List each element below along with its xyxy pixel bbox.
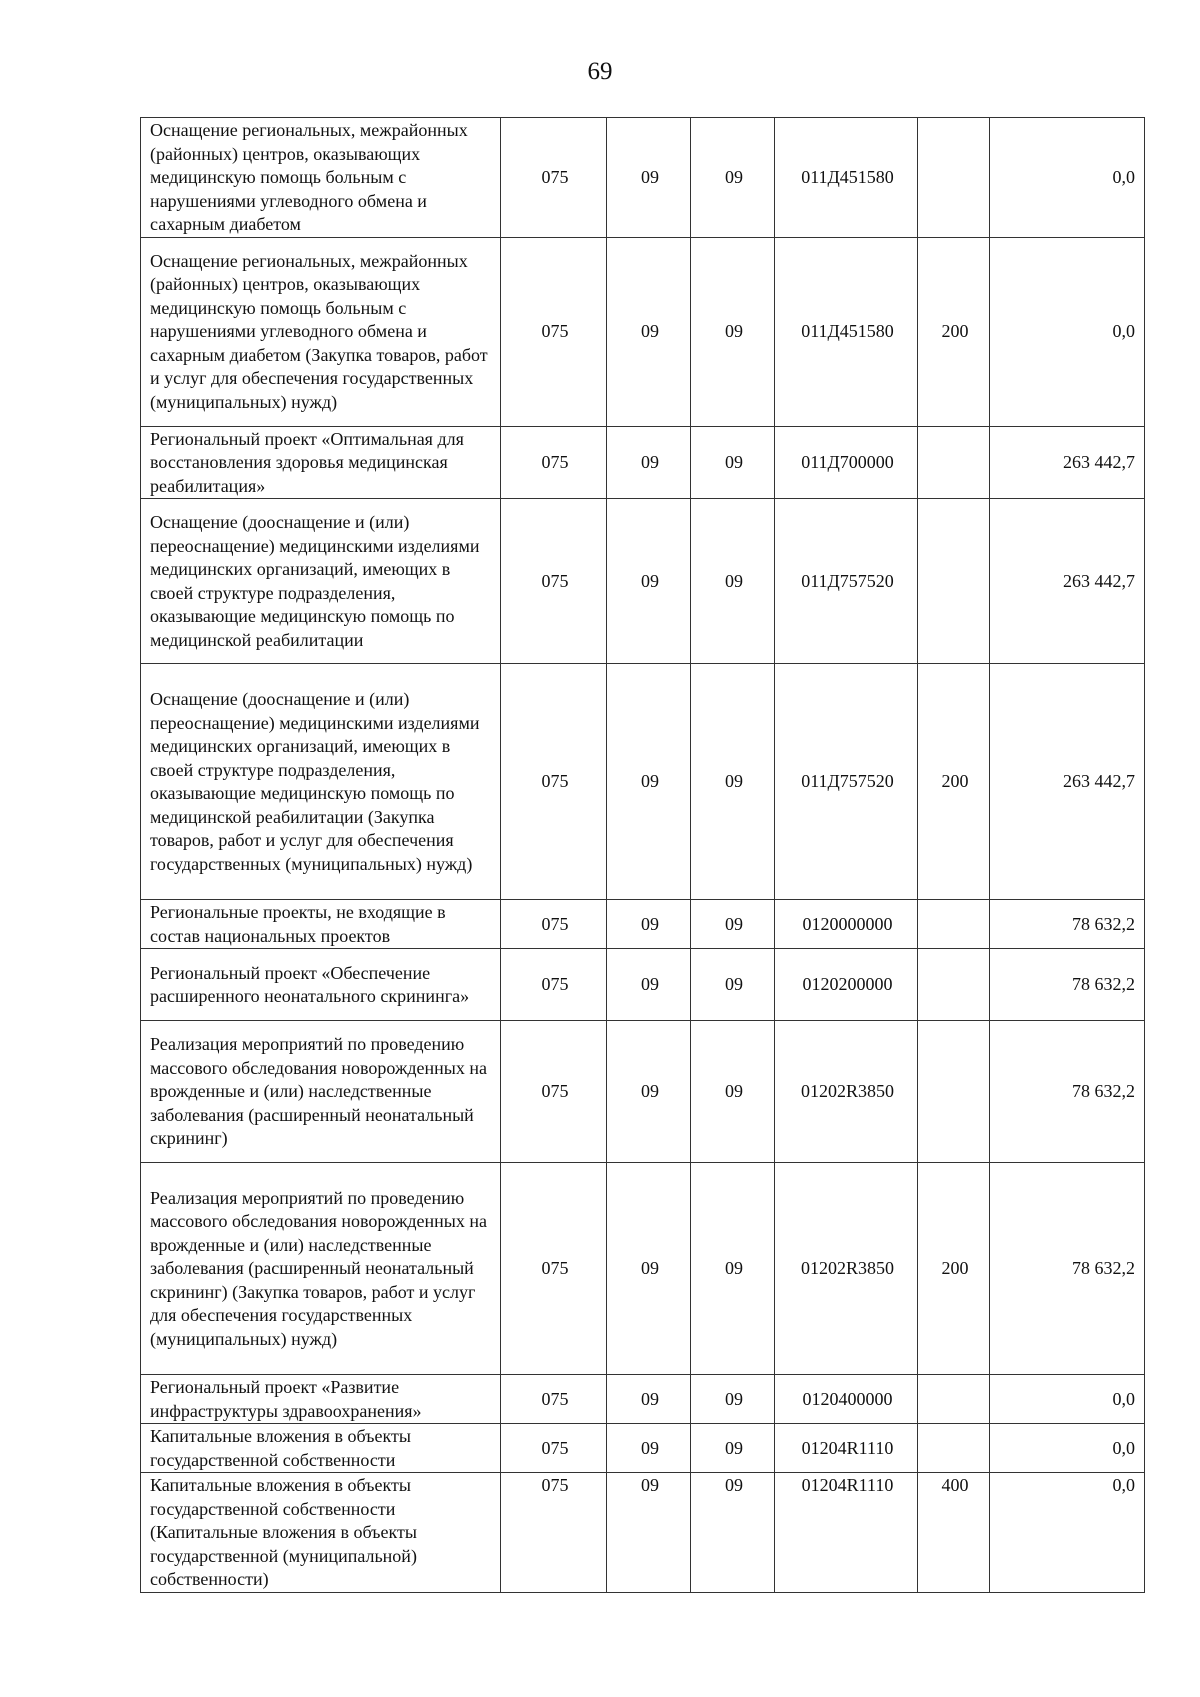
target-article-code: 0120000000 xyxy=(775,900,918,949)
row-name: Оснащение (дооснащение и (или) переоснащение) медицинскими изделиями медицинских организаций, имеющих в своей структуре подразделения, оказывающие медицинскую помощь по медицинской реабилитации (Закупка товаров, работ и услуг для обеспечения государственных (муниципальных) нужд) xyxy=(141,664,501,900)
amount: 78 632,2 xyxy=(990,1163,1145,1375)
amount: 0,0 xyxy=(990,1375,1145,1424)
table-row xyxy=(141,426,1145,499)
ministry-code: 075 xyxy=(501,237,607,426)
row-name: Региональные проекты, не входящие в состав национальных проектов xyxy=(141,900,501,949)
ministry-code: 075 xyxy=(501,1021,607,1163)
row-name: Региональный проект «Развитие инфраструктуры здравоохранения» xyxy=(141,1375,501,1424)
ministry-code: 075 xyxy=(501,118,607,238)
section-code: 09 xyxy=(607,1375,691,1424)
budget-table xyxy=(140,117,1145,1593)
target-article-code: 0120200000 xyxy=(775,949,918,1021)
table-row xyxy=(141,900,1145,949)
table-row xyxy=(141,664,1145,900)
section-code: 09 xyxy=(607,426,691,499)
target-article-code: 011Д451580 xyxy=(775,237,918,426)
row-name: Капитальные вложения в объекты государственной собственности xyxy=(141,1424,501,1473)
table-row xyxy=(141,1424,1145,1473)
subsection-code: 09 xyxy=(691,1473,775,1593)
table-row xyxy=(141,949,1145,1021)
ministry-code: 075 xyxy=(501,900,607,949)
expense-type-code: 200 xyxy=(918,1163,990,1375)
subsection-code: 09 xyxy=(691,1021,775,1163)
expense-type-code: 200 xyxy=(918,664,990,900)
table-row xyxy=(141,1163,1145,1375)
expense-type-code xyxy=(918,949,990,1021)
expense-type-code xyxy=(918,118,990,238)
page-number: 69 xyxy=(587,58,613,85)
target-article-code: 011Д757520 xyxy=(775,664,918,900)
expense-type-code xyxy=(918,426,990,499)
amount: 0,0 xyxy=(990,118,1145,238)
table-row xyxy=(141,1021,1145,1163)
row-name: Оснащение (дооснащение и (или) переоснащение) медицинскими изделиями медицинских организаций, имеющих в своей структуре подразделения, оказывающие медицинскую помощь по медицинской реабилитации xyxy=(141,499,501,664)
amount: 0,0 xyxy=(990,1424,1145,1473)
target-article-code: 01202R3850 xyxy=(775,1163,918,1375)
section-code: 09 xyxy=(607,949,691,1021)
section-code: 09 xyxy=(607,1021,691,1163)
ministry-code: 075 xyxy=(501,1473,607,1593)
row-name: Региональный проект «Оптимальная для восстановления здоровья медицинская реабилитация» xyxy=(141,426,501,499)
ministry-code: 075 xyxy=(501,949,607,1021)
subsection-code: 09 xyxy=(691,118,775,238)
target-article-code: 0120400000 xyxy=(775,1375,918,1424)
amount: 78 632,2 xyxy=(990,1021,1145,1163)
section-code: 09 xyxy=(607,900,691,949)
section-code: 09 xyxy=(607,1163,691,1375)
row-name: Оснащение региональных, межрайонных (районных) центров, оказывающих медицинскую помощь больным с нарушениями углеводного обмена и сахарным диабетом (Закупка товаров, работ и услуг для обеспечения государственных (муниципальных) нужд) xyxy=(141,237,501,426)
ministry-code: 075 xyxy=(501,1163,607,1375)
target-article-code: 011Д451580 xyxy=(775,118,918,238)
table-row xyxy=(141,1473,1145,1593)
expense-type-code xyxy=(918,900,990,949)
amount: 78 632,2 xyxy=(990,949,1145,1021)
subsection-code: 09 xyxy=(691,949,775,1021)
expense-type-code xyxy=(918,1021,990,1163)
subsection-code: 09 xyxy=(691,237,775,426)
target-article-code: 01204R1110 xyxy=(775,1473,918,1593)
ministry-code: 075 xyxy=(501,426,607,499)
amount: 263 442,7 xyxy=(990,426,1145,499)
section-code: 09 xyxy=(607,1473,691,1593)
target-article-code: 011Д700000 xyxy=(775,426,918,499)
table-row xyxy=(141,237,1145,426)
expense-type-code xyxy=(918,1375,990,1424)
section-code: 09 xyxy=(607,118,691,238)
section-code: 09 xyxy=(607,664,691,900)
target-article-code: 011Д757520 xyxy=(775,499,918,664)
section-code: 09 xyxy=(607,499,691,664)
subsection-code: 09 xyxy=(691,900,775,949)
amount: 263 442,7 xyxy=(990,664,1145,900)
ministry-code: 075 xyxy=(501,499,607,664)
table-row xyxy=(141,118,1145,238)
expense-type-code xyxy=(918,499,990,664)
subsection-code: 09 xyxy=(691,1375,775,1424)
amount: 263 442,7 xyxy=(990,499,1145,664)
ministry-code: 075 xyxy=(501,664,607,900)
row-name: Реализация мероприятий по проведению массового обследования новорожденных на врожденные и (или) наследственные заболевания (расширенный неонатальный скрининг) xyxy=(141,1021,501,1163)
expense-type-code: 400 xyxy=(918,1473,990,1593)
table-row xyxy=(141,1375,1145,1424)
amount: 0,0 xyxy=(990,237,1145,426)
amount: 0,0 xyxy=(990,1473,1145,1593)
expense-type-code xyxy=(918,1424,990,1473)
row-name: Региональный проект «Обеспечение расширенного неонатального скрининга» xyxy=(141,949,501,1021)
subsection-code: 09 xyxy=(691,1163,775,1375)
ministry-code: 075 xyxy=(501,1424,607,1473)
amount: 78 632,2 xyxy=(990,900,1145,949)
ministry-code: 075 xyxy=(501,1375,607,1424)
subsection-code: 09 xyxy=(691,1424,775,1473)
section-code: 09 xyxy=(607,237,691,426)
subsection-code: 09 xyxy=(691,499,775,664)
row-name: Оснащение региональных, межрайонных (районных) центров, оказывающих медицинскую помощь больным с нарушениями углеводного обмена и сахарным диабетом xyxy=(141,118,501,238)
row-name: Реализация мероприятий по проведению массового обследования новорожденных на врожденные и (или) наследственные заболевания (расширенный неонатальный скрининг) (Закупка товаров, работ и услуг для обеспечения государственных (муниципальных) нужд) xyxy=(141,1163,501,1375)
table-row xyxy=(141,499,1145,664)
section-code: 09 xyxy=(607,1424,691,1473)
target-article-code: 01202R3850 xyxy=(775,1021,918,1163)
expense-type-code: 200 xyxy=(918,237,990,426)
target-article-code: 01204R1110 xyxy=(775,1424,918,1473)
subsection-code: 09 xyxy=(691,664,775,900)
subsection-code: 09 xyxy=(691,426,775,499)
row-name: Капитальные вложения в объекты государственной собственности (Капитальные вложения в объекты государственной (муниципальной) собственности) xyxy=(141,1473,501,1593)
